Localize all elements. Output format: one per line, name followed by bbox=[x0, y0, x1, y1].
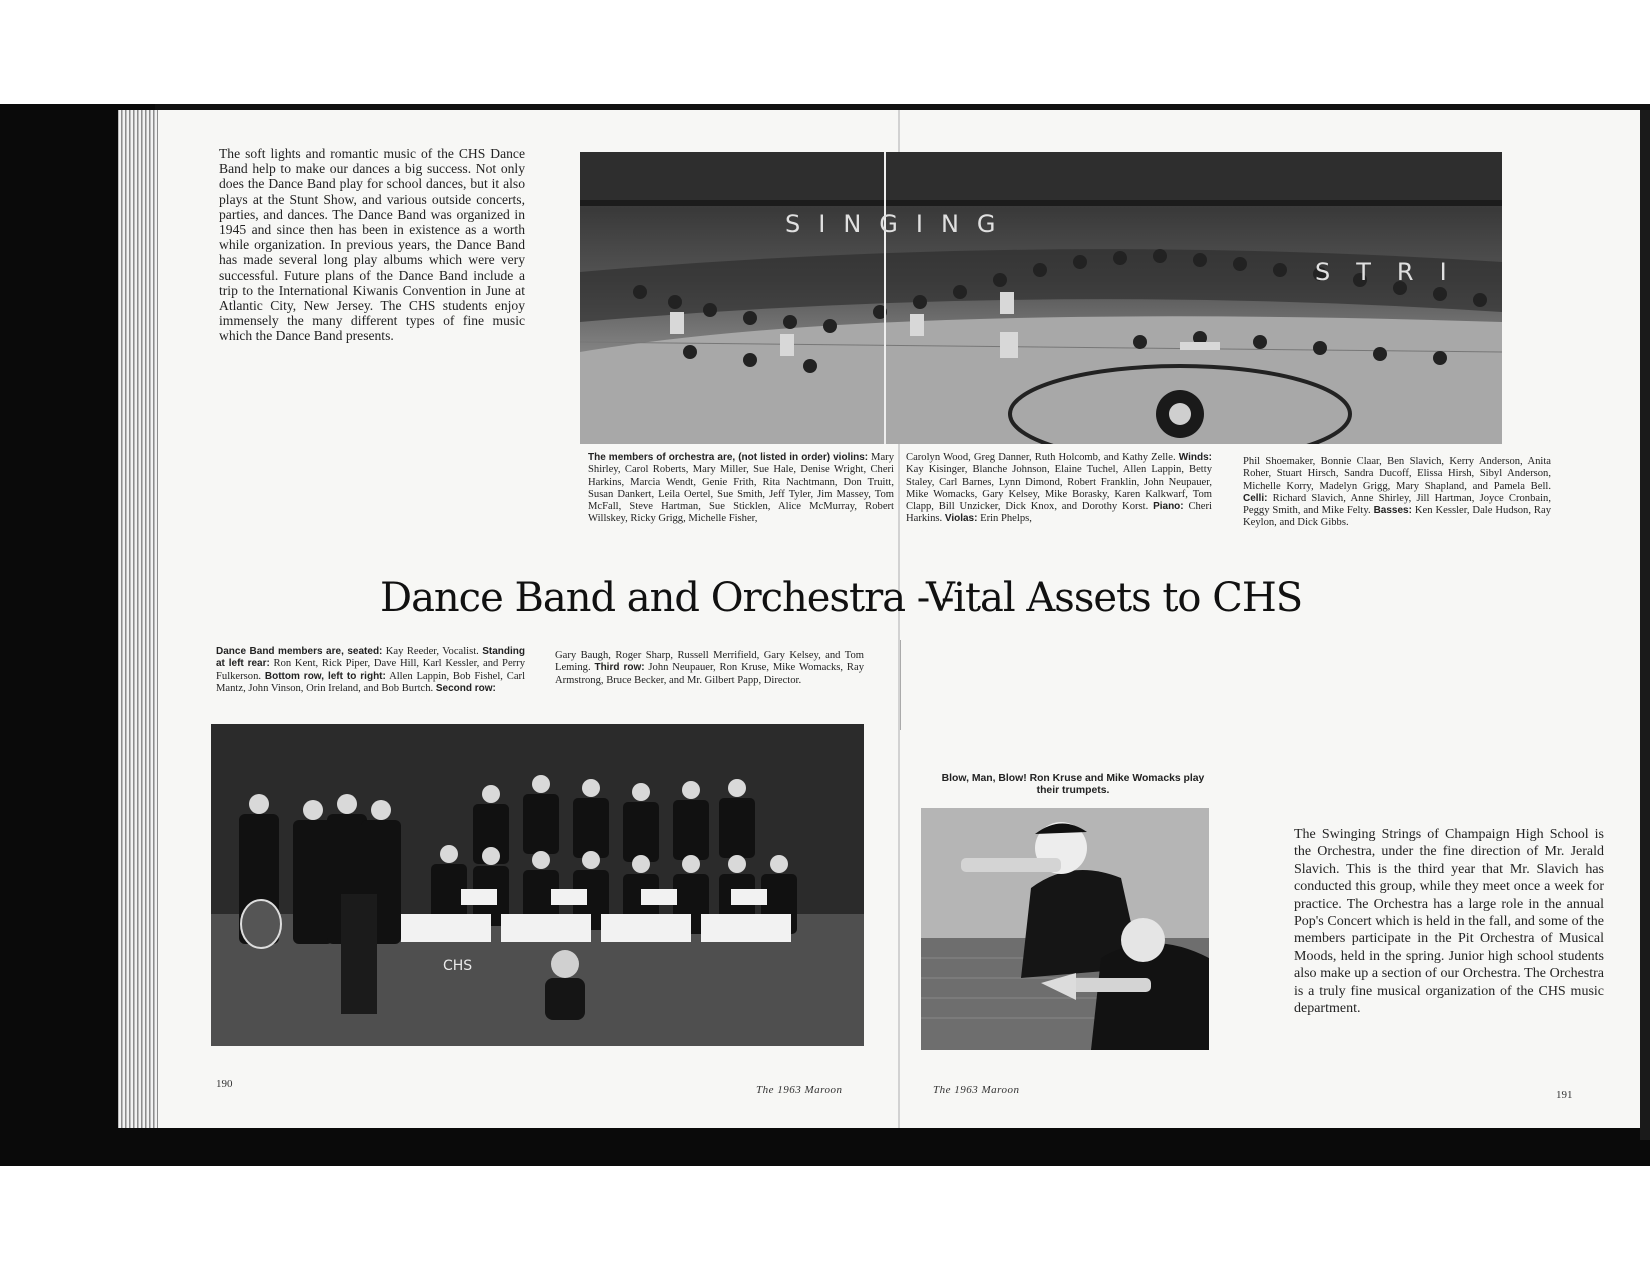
caption-text: Cheri Harkins. bbox=[906, 501, 1212, 525]
caption-label: Bottom row, left to right: bbox=[264, 670, 386, 682]
dance-band-photo bbox=[211, 724, 864, 1046]
caption-text: Erin Phelps, bbox=[977, 513, 1032, 525]
caption-label: Basses: bbox=[1373, 505, 1412, 517]
orchestra-paragraph: The Swinging Strings of Champaign High School is the Orchestra, under the fine direction of Mr. Jerald Slavich. This is the third year that Mr. Slavich has conducted this group, while they meet once a week for practice. The Orchestra has a large role in the annual Pop's Concert which is held in the fall, and some of the members participate in the Pit Orchestra of Musical Moods, held in the spring. Junior high school students also make up a section of our Orchestra. The Orchestra is a truly fine musical organization of the CHS music department. bbox=[1294, 827, 1604, 1017]
page-edges bbox=[118, 110, 158, 1130]
caption-label: Celli: bbox=[1243, 492, 1268, 504]
caption-label: Winds: bbox=[1178, 452, 1212, 463]
orchestra-caption-col2 bbox=[906, 452, 1212, 526]
strings-banner-text: STRI bbox=[1315, 258, 1473, 286]
caption-text: Kay Kisinger, Blanche Johnson, Elaine Tuchel, Allen Lappin, Betty Staley, Carl Barnes, Lynn Dimond, Robert Franklin, John Neupauer, Mike Womacks, Gary Kelsey, Mike Borasky, Karen Kalkwarf, Tom Clapp, Bill Unzicker, Dick Knox, and Dorothy Korst. bbox=[906, 464, 1212, 513]
caption-label: Standing at left rear: bbox=[216, 646, 526, 670]
caption-text: Gary Baugh, Roger Sharp, Russell Merrifield, Gary Kelsey, and Tom Leming. bbox=[555, 650, 864, 674]
dance-band-paragraph: The soft lights and romantic music of the CHS Dance Band help to make our dances a big success. Not only does the Dance Band play for school dances, but it also plays at the Stunt Show, and various outside concerts, parties, and dances. The Dance Band was organized in 1945 and since then has been in existence as a worth while organization. In previous years, the Dance Band has made several long play albums which were very successful. Future plans of the Dance Band include a trip to the International Kiwanis Convention in June at Atlantic City, New Jersey. The CHS students enjoy immensely the many different types of fine music which the Dance Band presents. bbox=[219, 146, 525, 344]
caption-text: Phil Shoemaker, Bonnie Claar, Ben Slavich, Kerry Anderson, Anita Roher, Stuart Hirsch, Sandra Ducoff, Elissa Hirsh, Sibyl Anderson, Michelle Korry, Madelyn Grigg, Mary Shapland, and Pamela Bell. bbox=[1243, 456, 1551, 492]
footer-left: The 1963 Maroon bbox=[756, 1084, 843, 1096]
scan-border-bottom bbox=[0, 1128, 1650, 1166]
caption-label: Third row: bbox=[594, 662, 645, 674]
caption-label: Piano: bbox=[1153, 501, 1184, 513]
footer-right: The 1963 Maroon bbox=[933, 1084, 1020, 1096]
caption-text: Carolyn Wood, Greg Danner, Ruth Holcomb, and Kathy Zelle. bbox=[906, 452, 1179, 463]
scan-border-right bbox=[1640, 110, 1650, 1140]
dance-band-scene bbox=[211, 724, 864, 1046]
band-caption-col1 bbox=[216, 646, 525, 695]
orchestra-caption-col3 bbox=[1243, 456, 1551, 530]
orchestra-photo bbox=[580, 152, 1502, 444]
trumpet-photo bbox=[921, 808, 1209, 1050]
caption-label: Violas: bbox=[944, 513, 978, 525]
orchestra-caption-col1 bbox=[588, 452, 894, 526]
caption-label: The members of orchestra are, (not listed in order) violins: bbox=[588, 452, 869, 463]
trumpet-scene bbox=[921, 808, 1209, 1050]
orchestra-scene bbox=[580, 152, 1502, 444]
page-number-right: 191 bbox=[1556, 1089, 1573, 1101]
singing-banner-text: SINGING bbox=[785, 210, 1014, 238]
caption-text: Allen Lappin, Bob Fishel, Carl Mantz, John Vinson, Orin Ireland, and Bob Burtch. bbox=[216, 670, 526, 694]
headline-right: Vital Assets to CHS bbox=[926, 575, 1303, 621]
caption-text: Mary Shirley, Carol Roberts, Mary Miller, Sue Hale, Denise Wright, Cheri Harkins, Marcia Wendt, Genie Frith, Rita Nachtmann, Don Truitt, Susan Dankert, Leila Oertel, Sue Smith, Jeff Tyler, Jim Massey, Tom McFall, Steve Hartman, Sue Sticklen, Alice McMurray, Robert Willskey, Ricky Grigg, Michelle Fisher, bbox=[588, 452, 894, 525]
page-number-left: 190 bbox=[216, 1078, 233, 1090]
column-rule bbox=[900, 640, 901, 730]
caption-text: Richard Slavich, Anne Shirley, Jill Hartman, Joyce Cronbain, Peggy Smith, and Mike Felty. bbox=[1243, 492, 1551, 517]
headline-left: Dance Band and Orchestra - - bbox=[380, 575, 954, 621]
caption-text: Ron Kent, Rick Piper, Dave Hill, Karl Kessler, and Perry Fulkerson. bbox=[216, 658, 525, 682]
caption-text: Ken Kessler, Dale Hudson, Ray Keylon, and Dick Gibbs. bbox=[1243, 505, 1551, 529]
caption-label: Second row: bbox=[435, 682, 496, 694]
band-caption-col2 bbox=[555, 650, 864, 687]
stand-label-text: CHS bbox=[443, 958, 473, 974]
caption-text: Kay Reeder, Vocalist. bbox=[382, 646, 483, 657]
caption-text: John Neupauer, Ron Kruse, Mike Womacks, Ray Armstrong, Bruce Becker, and Mr. Gilbert Papp, Director. bbox=[555, 662, 864, 686]
trumpet-photo-caption: Blow, Man, Blow! Ron Kruse and Mike Womacks play their trumpets. bbox=[941, 773, 1205, 797]
caption-label: Dance Band members are, seated: bbox=[216, 646, 383, 657]
